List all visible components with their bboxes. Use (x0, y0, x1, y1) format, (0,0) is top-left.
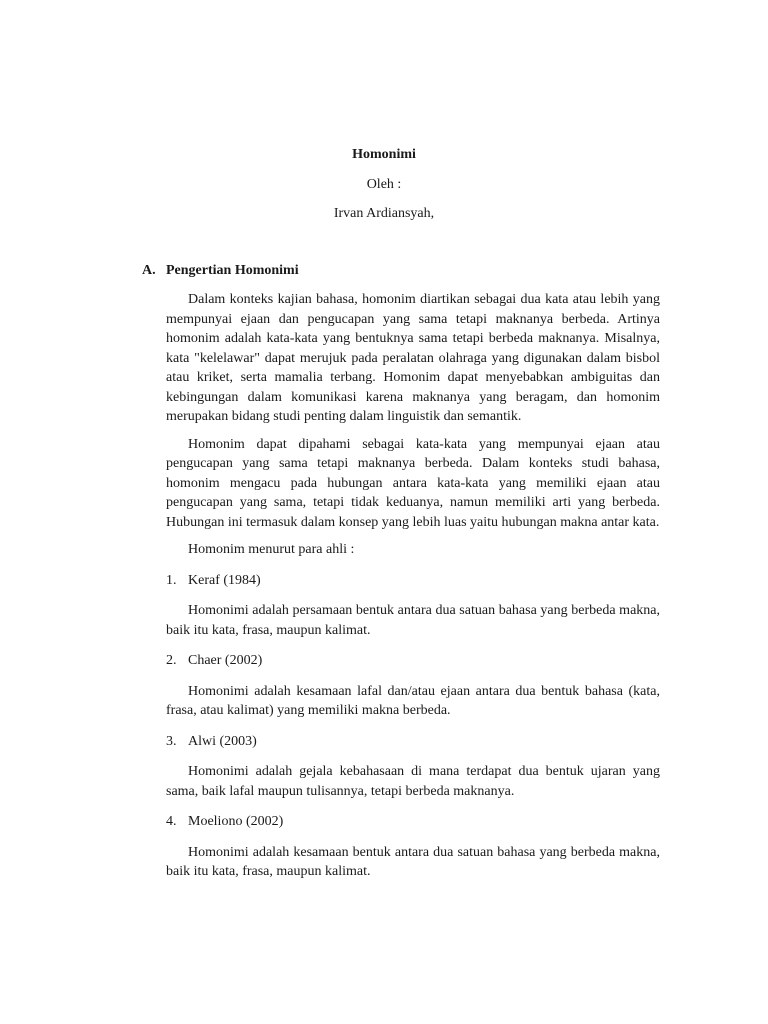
paragraph-2: Homonim dapat dipahami sebagai kata-kata yang mempunyai ejaan atau pengucapan yang sama tetapi maknanya berbeda. Dalam konteks studi bahasa, homonim mengacu pada hubungan antara kata-kata yang memiliki ejaan atau pengucapan yang sama, tetapi tidak keduanya, namun memiliki arti yang berbeda. Hubungan ini termasuk dalam konsep yang lebih luas yaitu hubungan makna antar kata. (166, 436, 660, 530)
expert-definition-moeliono: Homonimi adalah kesamaan bentuk antara dua satuan bahasa yang berbeda makna, baik itu kata, frasa, maupun kalimat. (166, 844, 660, 879)
section-heading (0, 261, 768, 281)
section-marker: A. (142, 262, 156, 278)
section-title: Pengertian Homonimi (166, 262, 299, 278)
experts-intro: Homonim menurut para ahli : (188, 542, 355, 557)
expert-item-alwi (0, 732, 768, 752)
list-number: 2. (166, 653, 177, 668)
expert-name: Alwi (2003) (188, 733, 257, 749)
expert-item-moeliono (0, 812, 768, 832)
document-by-line: Oleh : (366, 176, 402, 192)
expert-name: Moeliono (2002) (188, 814, 284, 829)
list-number: 4. (166, 814, 177, 829)
expert-definition-chaer: Homonimi adalah kesamaan lafal dan/atau ejaan antara dua bentuk bahasa (kata, frasa, atau kalimat) yang memiliki makna berbeda. (166, 683, 660, 718)
expert-name: Keraf (1984) (188, 572, 261, 588)
paragraph-1: Dalam konteks kajian bahasa, homonim diartikan sebagai dua kata atau lebih yang mempunyai ejaan dan pengucapan yang sama tetapi maknanya berbeda. Artinya homonim adalah kata-kata yang bentuknya sama tetapi berbeda maknanya. Misalnya, kata "kelelawar" dapat merujuk pada peralatan olahraga yang digunakan dalam bisbol atau kriket, serta mamalia terbang. Homonim dapat menyebabkan ambiguitas dan kebingungan dalam komunikasi karena maknanya yang beragam, dan homonim merupakan bidang studi penting dalam linguistik dan semantik. (166, 292, 660, 424)
document-title: Homonimi (352, 147, 416, 162)
expert-definition-alwi: Homonimi adalah gejala kebahasaan di mana terdapat dua bentuk ujaran yang sama, baik lafal maupun tulisannya, tetapi berbeda maknanya. (166, 764, 660, 799)
expert-name: Chaer (2002) (188, 653, 263, 668)
expert-item-chaer (0, 651, 768, 671)
list-number: 1. (166, 572, 177, 588)
expert-definition-keraf: Homonimi adalah persamaan bentuk antara dua satuan bahasa yang berbeda makna, baik itu kata, frasa, maupun kalimat. (166, 603, 660, 638)
document-author: Irvan Ardiansyah, (333, 206, 435, 221)
list-number: 3. (166, 733, 177, 749)
title-block (0, 145, 768, 224)
expert-item-keraf (0, 571, 768, 591)
